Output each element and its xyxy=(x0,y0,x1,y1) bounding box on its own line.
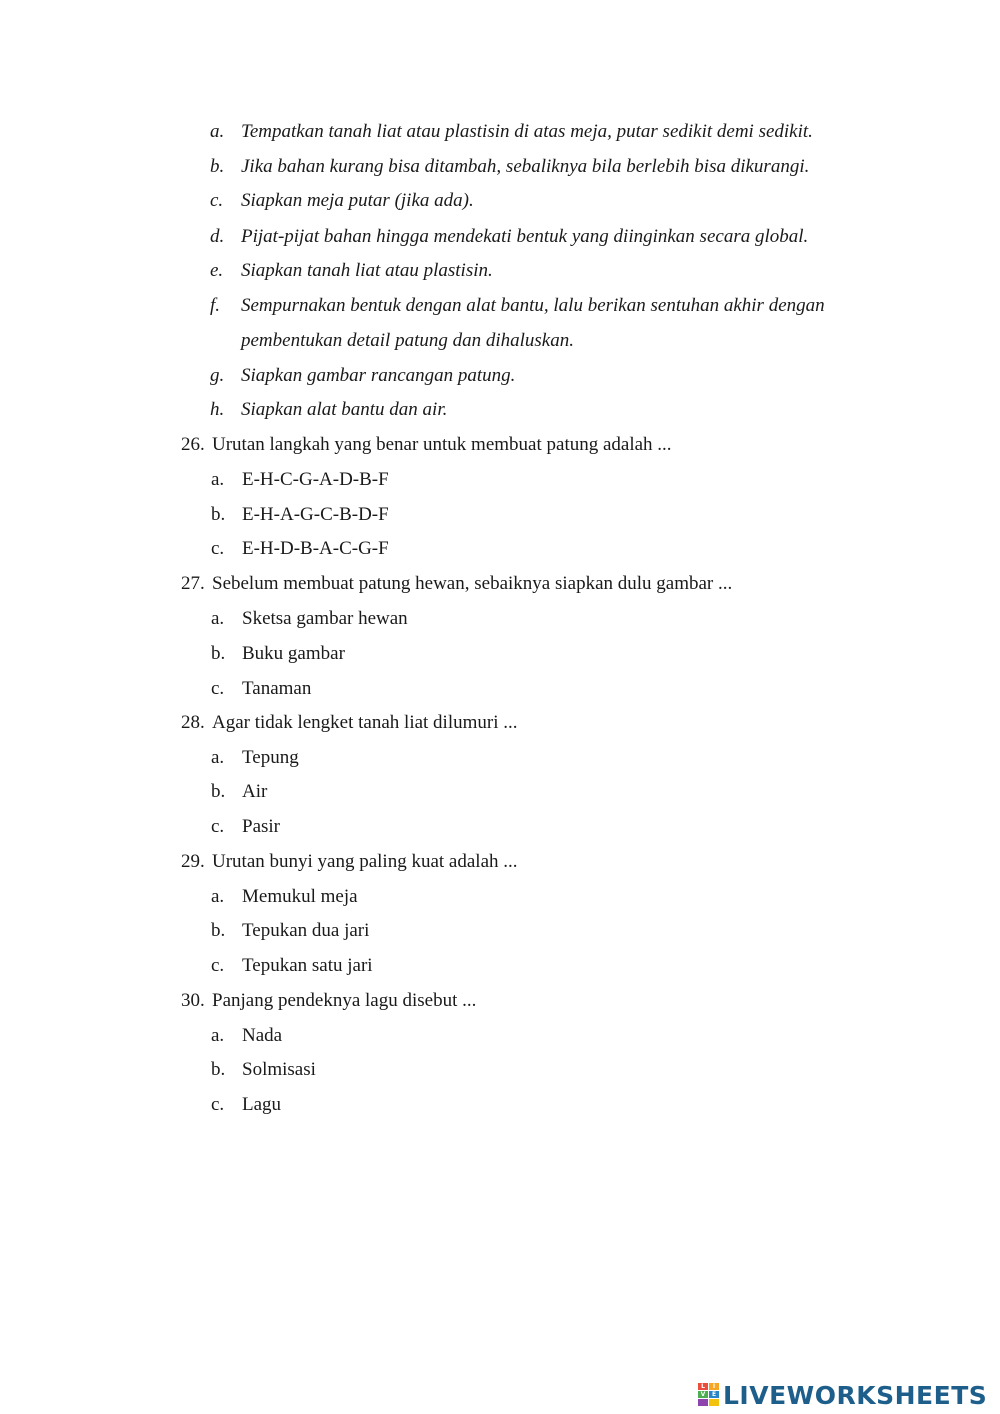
logo-cell xyxy=(709,1399,719,1406)
logo-cell xyxy=(698,1399,708,1406)
step-letter: g. xyxy=(210,365,225,386)
option-text: Sketsa gambar hewan xyxy=(242,608,408,629)
question-text: Panjang pendeknya lagu disebut ... xyxy=(212,990,477,1011)
option-text: E-H-A-G-C-B-D-F xyxy=(242,504,389,525)
option-letter: a. xyxy=(211,1025,225,1046)
logo-text: LIVEWORKSHEETS xyxy=(723,1380,988,1410)
option-text: Solmisasi xyxy=(242,1059,316,1080)
logo-cell: I xyxy=(709,1383,719,1390)
option-letter: a. xyxy=(211,886,225,907)
option-letter: c. xyxy=(211,678,225,699)
step-text-continuation: pembentukan detail patung dan dihaluskan. xyxy=(241,330,574,351)
option-letter: c. xyxy=(211,538,225,559)
option-letter: b. xyxy=(211,504,226,525)
question-number: 26. xyxy=(181,434,205,455)
logo-cell: L xyxy=(698,1383,708,1390)
step-text: Jika bahan kurang bisa ditambah, sebaliknya bila berlebih bisa dikurangi. xyxy=(241,156,810,177)
question-text: Urutan langkah yang benar untuk membuat patung adalah ... xyxy=(212,434,672,455)
option-text: Memukul meja xyxy=(242,886,358,907)
logo-cell: V xyxy=(698,1391,708,1398)
option-letter: b. xyxy=(211,1059,226,1080)
option-text: Tepukan satu jari xyxy=(242,955,373,976)
question-number: 28. xyxy=(181,712,205,733)
step-letter: a. xyxy=(210,121,225,142)
logo-cell: E xyxy=(709,1391,719,1398)
option-text: Nada xyxy=(242,1025,283,1046)
liveworksheets-logo[interactable] xyxy=(698,1380,987,1410)
option-letter: b. xyxy=(211,781,226,802)
question-number: 29. xyxy=(181,851,205,872)
option-letter: a. xyxy=(211,747,225,768)
step-letter: e. xyxy=(210,260,224,281)
step-text: Pijat-pijat bahan hingga mendekati bentuk yang diinginkan secara global. xyxy=(241,226,809,247)
option-letter: c. xyxy=(211,816,225,837)
option-text: Air xyxy=(242,781,268,802)
option-text: E-H-D-B-A-C-G-F xyxy=(242,538,389,559)
logo-mark-icon xyxy=(698,1383,720,1407)
option-letter: c. xyxy=(211,1094,225,1115)
step-letter: d. xyxy=(210,226,225,247)
question-number: 27. xyxy=(181,573,205,594)
option-text: Tepukan dua jari xyxy=(242,920,370,941)
option-letter: a. xyxy=(211,608,225,629)
step-letter: h. xyxy=(210,399,225,420)
option-text: Tanaman xyxy=(242,678,312,699)
step-letter: c. xyxy=(210,190,224,211)
option-letter: c. xyxy=(211,955,225,976)
question-number: 30. xyxy=(181,990,205,1011)
option-text: Lagu xyxy=(242,1094,282,1115)
option-letter: a. xyxy=(211,469,225,490)
step-text: Siapkan gambar rancangan patung. xyxy=(241,365,516,386)
question-text: Sebelum membuat patung hewan, sebaiknya siapkan dulu gambar ... xyxy=(212,573,733,594)
option-letter: b. xyxy=(211,643,226,664)
option-letter: b. xyxy=(211,920,226,941)
step-text: Siapkan alat bantu dan air. xyxy=(241,399,448,420)
step-letter: f. xyxy=(210,295,221,316)
option-text: E-H-C-G-A-D-B-F xyxy=(242,469,389,490)
option-text: Buku gambar xyxy=(242,643,345,664)
step-text: Siapkan meja putar (jika ada). xyxy=(241,190,474,211)
option-text: Tepung xyxy=(242,747,299,768)
step-text: Siapkan tanah liat atau plastisin. xyxy=(241,260,493,281)
step-text: Sempurnakan bentuk dengan alat bantu, lalu berikan sentuhan akhir dengan xyxy=(241,295,825,316)
step-text: Tempatkan tanah liat atau plastisin di atas meja, putar sedikit demi sedikit. xyxy=(241,121,813,142)
option-text: Pasir xyxy=(242,816,280,837)
question-text: Agar tidak lengket tanah liat dilumuri ... xyxy=(212,712,518,733)
step-letter: b. xyxy=(210,156,225,177)
question-text: Urutan bunyi yang paling kuat adalah ... xyxy=(212,851,518,872)
